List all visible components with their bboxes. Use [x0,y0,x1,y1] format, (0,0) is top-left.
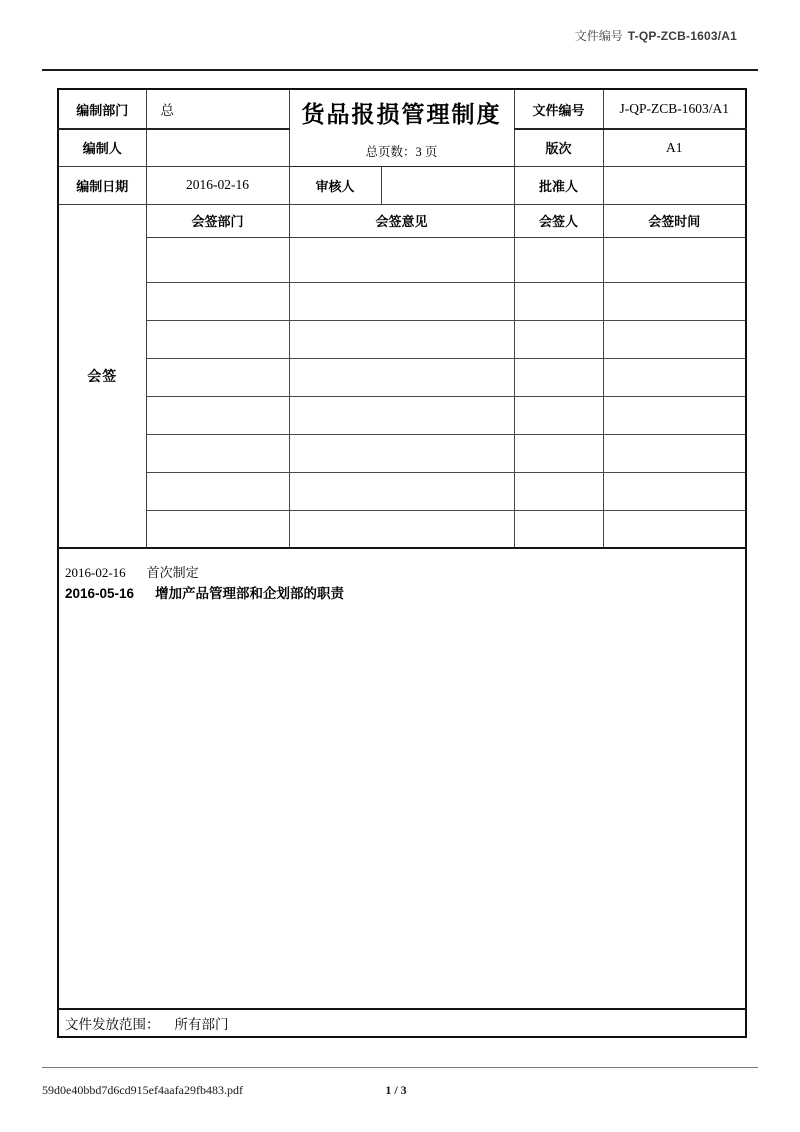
countersign-dept-cell [146,282,289,320]
revision-description: 首次制定 [146,565,199,580]
countersign-empty-row [58,237,746,282]
footer-filename: 59d0e40bbd7d6cd915ef4aafa29fb483.pdf [42,1083,243,1097]
approver-label: 批准人 [514,166,603,204]
reviewer-label: 审核人 [289,166,381,204]
distribution-value: 所有部门 [174,1017,229,1032]
countersign-signer-cell [514,358,603,396]
countersign-dept-cell [146,434,289,472]
countersign-dept-header: 会签部门 [146,204,289,237]
table-row [58,166,746,204]
countersign-dept-cell [146,472,289,510]
countersign-empty-row [58,320,746,358]
doc-no-label: 文件编号 [514,89,603,129]
prepared-dept-value: 总 [146,89,289,129]
footer-rule [42,1067,758,1068]
countersign-dept-cell [146,396,289,434]
prepared-dept-label: 编制部门 [58,89,146,129]
revision-description: 增加产品管理部和企划部的职责 [155,586,345,601]
revision-date: 2016-05-16 [65,586,135,601]
prepared-date-value: 2016-02-16 [146,166,289,204]
countersign-section-label: 会签 [58,204,146,548]
countersign-time-cell [603,434,746,472]
prepared-by-value [146,129,289,166]
countersign-empty-row [58,472,746,510]
countersign-opinion-header: 会签意见 [289,204,514,237]
countersign-opinion-cell [289,320,514,358]
countersign-empty-row [58,434,746,472]
countersign-header-row [58,204,746,237]
approver-value [603,166,746,204]
revision-history-entry [65,562,739,583]
countersign-opinion-cell [289,472,514,510]
header-rule [42,69,758,71]
countersign-signer-cell [514,320,603,358]
countersign-time-cell [603,510,746,548]
countersign-signer-cell [514,396,603,434]
revision-history [58,548,746,1009]
countersign-empty-row [58,510,746,548]
countersign-time-cell [603,472,746,510]
countersign-dept-cell [146,320,289,358]
countersign-dept-cell [146,358,289,396]
countersign-signer-cell [514,237,603,282]
countersign-time-cell [603,320,746,358]
table-row [58,89,746,129]
countersign-time-cell [603,282,746,320]
countersign-signer-cell [514,282,603,320]
countersign-empty-row [58,396,746,434]
revision-date: 2016-02-16 [65,565,126,580]
countersign-time-cell [603,358,746,396]
table-row [58,548,746,1009]
document-control-table [57,88,747,1038]
title-cell [289,89,514,166]
distribution-cell [58,1009,746,1037]
distribution-label: 文件发放范围： [65,1017,160,1032]
countersign-time-header: 会签时间 [603,204,746,237]
countersign-signer-cell [514,510,603,548]
countersign-signer-cell [514,434,603,472]
page-header [575,27,737,44]
doc-number-value: T-QP-ZCB-1603/A1 [627,29,737,43]
doc-number-label: 文件编号 [574,29,623,43]
revision-history-entry [65,583,739,604]
total-pages: 总页数：3 页 [365,145,438,160]
reviewer-value [381,166,514,204]
countersign-opinion-cell [289,237,514,282]
prepared-date-label: 编制日期 [58,166,146,204]
countersign-signer-cell [514,472,603,510]
footer-page-indicator: 1 / 3 [385,1083,407,1097]
countersign-dept-cell [146,510,289,548]
countersign-time-cell [603,237,746,282]
countersign-signer-header: 会签人 [514,204,603,237]
countersign-opinion-cell [289,510,514,548]
table-row [58,1009,746,1037]
page-title: 货品报损管理制度 [301,102,502,128]
doc-no-value: J-QP-ZCB-1603/A1 [603,89,746,129]
prepared-by-label: 编制人 [58,129,146,166]
countersign-empty-row [58,282,746,320]
countersign-time-cell [603,396,746,434]
countersign-opinion-cell [289,434,514,472]
version-label: 版次 [514,129,603,166]
countersign-opinion-cell [289,396,514,434]
countersign-opinion-cell [289,358,514,396]
countersign-opinion-cell [289,282,514,320]
countersign-dept-cell [146,237,289,282]
version-value: A1 [603,129,746,166]
countersign-empty-row [58,358,746,396]
